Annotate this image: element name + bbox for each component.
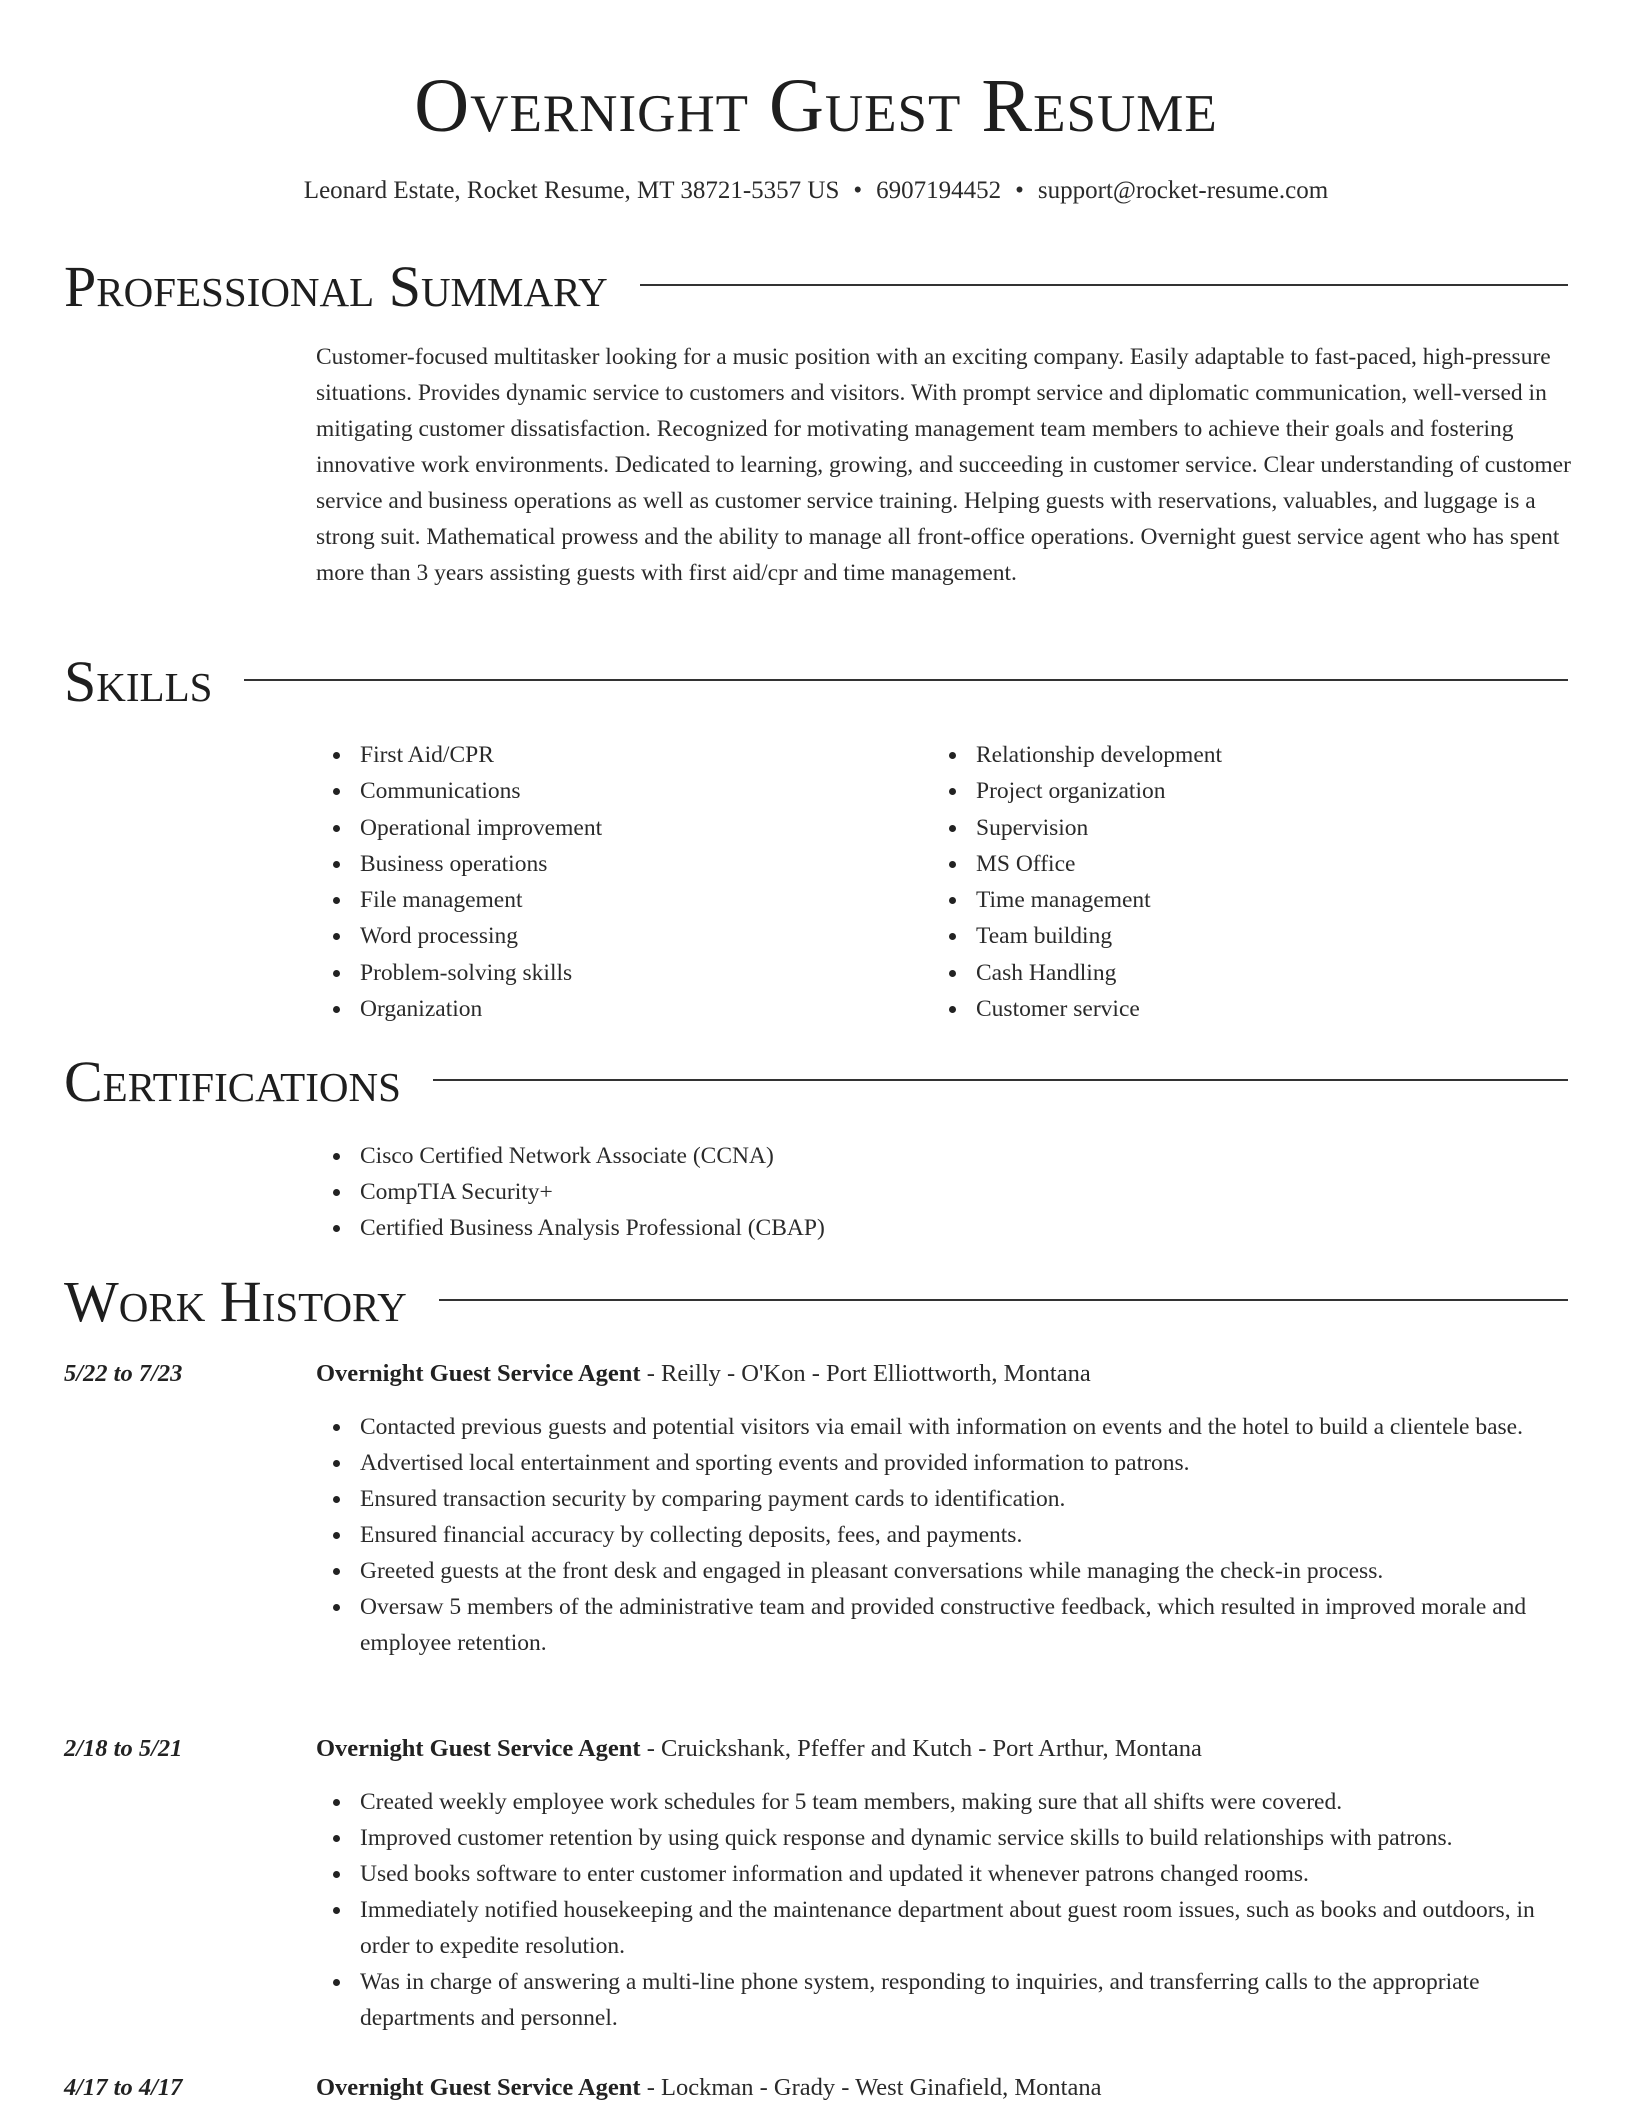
job-duties-list [316, 1409, 1576, 1661]
job-duty-item: Greeted guests at the front desk and engaged in pleasant conversations while managing the check-in process. [316, 1553, 1576, 1589]
section-divider [640, 284, 1568, 286]
summary-text: Customer-focused multitasker looking for a music position with an exciting company. Easily adaptable to fast-paced, high-pressure situations. Provides dynamic service to customers and visitors. With prompt service and diplomatic communication, well-versed in mitigating customer dissatisfaction. Recognized for motivating management team members to achieve their goals and fostering innovative work environments. Dedicated to learning, growing, and succeeding in customer service. Clear understanding of customer service and business operations as well as customer service training. Helping guests with reservations, valuables, and luggage is a strong suit. Mathematical prowess and the ability to manage all front-office operations. Overnight guest service agent who has spent more than 3 years assisting guests with first aid/cpr and time management. [316, 344, 1571, 586]
skill-item: Communications [316, 773, 602, 809]
section-header-summary [64, 255, 1568, 319]
job-duty-item: Oversaw 5 members of the administrative team and provided constructive feedback, which resulted in improved morale and employee retention. [316, 1589, 1576, 1661]
job-title: Overnight Guest Service Agent [316, 2074, 641, 2101]
job-duty-item: Advertised local entertainment and sporting events and provided information to patrons. [316, 1445, 1576, 1481]
job-duty-item: Ensured transaction security by comparing payment cards to identification. [316, 1481, 1576, 1517]
skills-list-left [316, 737, 602, 1027]
job-heading [316, 2070, 1101, 2106]
skill-item: Organization [316, 991, 602, 1027]
section-header-certifications [64, 1050, 1568, 1114]
job-heading [316, 1356, 1091, 1392]
section-title-certifications: Certifications [64, 1049, 401, 1114]
section-title-work-history: Work History [64, 1269, 407, 1334]
contact-phone: 6907194452 [876, 177, 1002, 204]
resume-title: Overnight Guest Resume [414, 64, 1218, 148]
job-duty-item: Ensured financial accuracy by collecting deposits, fees, and payments. [316, 1517, 1576, 1553]
job-dates: 5/22 to 7/23 [64, 1360, 183, 1387]
bullet-separator: • [853, 177, 863, 204]
job-duty-item: Created weekly employee work schedules for 5 team members, making sure that all shifts were covered. [316, 1784, 1576, 1820]
skill-item: Business operations [316, 846, 602, 882]
section-title-summary: Professional Summary [64, 254, 608, 319]
job-duty-item: Contacted previous guests and potential visitors via email with information on events and the hotel to build a clientele base. [316, 1409, 1576, 1445]
contact-address: Leonard Estate, Rocket Resume, MT 38721-5357 US [303, 177, 840, 204]
job-duties-list [316, 1784, 1576, 2036]
skill-item: Project organization [932, 773, 1222, 809]
section-divider [439, 1299, 1568, 1301]
skill-item: File management [316, 882, 602, 918]
skill-item: First Aid/CPR [316, 737, 602, 773]
job-duty-item: Was in charge of answering a multi-line phone system, responding to inquiries, and transferring calls to the appropriate departments and personnel. [316, 1964, 1576, 2036]
skill-item: Customer service [932, 991, 1222, 1027]
job-title: Overnight Guest Service Agent [316, 1735, 641, 1762]
skills-list-right [932, 737, 1222, 1027]
section-header-skills [64, 650, 1568, 714]
bullet-separator: • [1015, 177, 1024, 204]
certification-item: Certified Business Analysis Professional (CBAP) [316, 1210, 825, 1246]
contact-email: support@rocket-resume.com [1037, 177, 1329, 204]
job-employer: - Cruickshank, Pfeffer and Kutch - Port Arthur, Montana [640, 1735, 1202, 1762]
skill-item: Problem-solving skills [316, 955, 602, 991]
skill-item: Relationship development [932, 737, 1222, 773]
section-header-work-history [64, 1270, 1568, 1334]
section-title-skills: Skills [64, 649, 213, 714]
skill-item: Operational improvement [316, 810, 602, 846]
skill-item: Word processing [316, 918, 602, 954]
skill-item: Supervision [932, 810, 1222, 846]
job-duty-item: Improved customer retention by using quick response and dynamic service skills to build relationships with patrons. [316, 1820, 1576, 1856]
job-employer: - Lockman - Grady - West Ginafield, Montana [640, 2074, 1102, 2101]
job-duty-item: Used books software to enter customer information and updated it whenever patrons changed rooms. [316, 1856, 1576, 1892]
job-heading [316, 1731, 1202, 1767]
section-divider [244, 679, 1568, 681]
skill-item: Time management [932, 882, 1222, 918]
job-title: Overnight Guest Service Agent [316, 1360, 641, 1387]
certification-item: Cisco Certified Network Associate (CCNA) [316, 1138, 825, 1174]
skill-item: Cash Handling [932, 955, 1222, 991]
skill-item: Team building [932, 918, 1222, 954]
job-dates: 4/17 to 4/17 [64, 2074, 183, 2101]
skill-item: MS Office [932, 846, 1222, 882]
job-employer: - Reilly - O'Kon - Port Elliottworth, Montana [640, 1360, 1091, 1387]
section-divider [433, 1079, 1568, 1081]
job-dates: 2/18 to 5/21 [64, 1735, 183, 1762]
certification-item: CompTIA Security+ [316, 1174, 825, 1210]
certifications-list [316, 1138, 825, 1246]
contact-line [0, 174, 1632, 208]
job-duty-item: Immediately notified housekeeping and the maintenance department about guest room issues, such as books and outdoors, in order to expedite resolution. [316, 1892, 1576, 1964]
